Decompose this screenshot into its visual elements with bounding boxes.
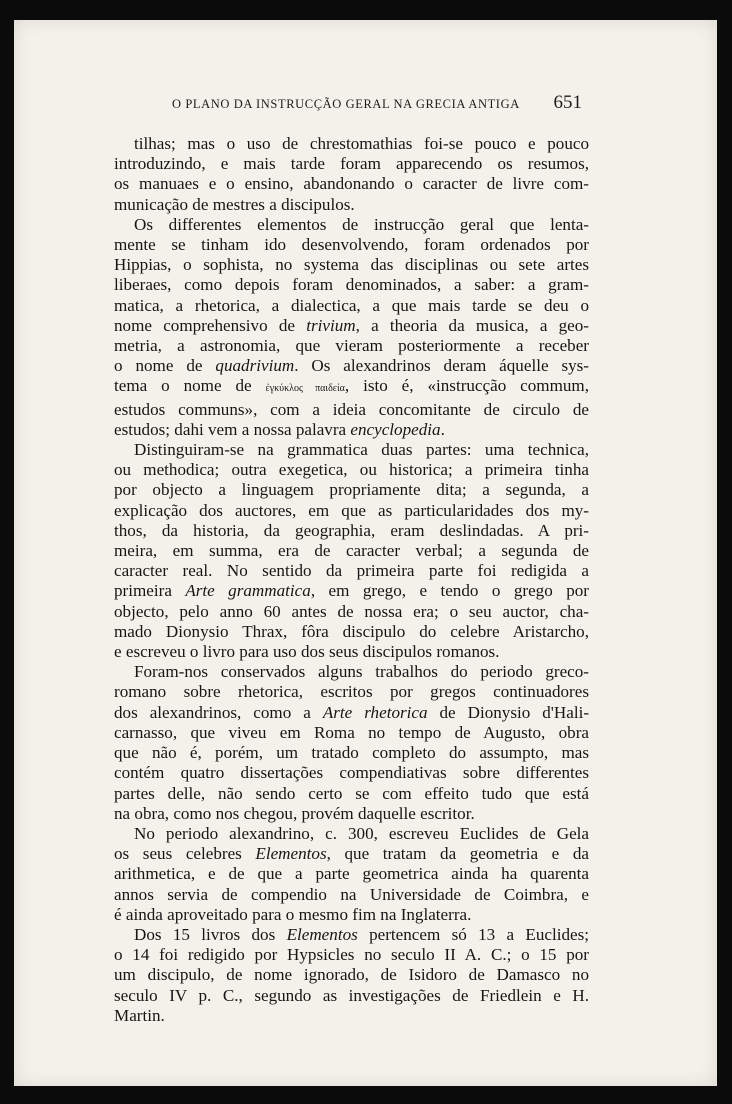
text-line: partes delle, não sendo certo se com effeito tudo que está: [114, 783, 589, 803]
text-line: caracter real. No sentido da primeira parte foi redigida a: [114, 561, 589, 581]
paragraph: [114, 925, 589, 1026]
text-line: romano sobre rhetorica, escritos por gregos continuadores: [114, 682, 589, 702]
paragraph: [114, 662, 589, 824]
text-line: estudos; dahi vem a nossa palavra encyclopedia.: [114, 419, 445, 439]
text-line: No periodo alexandrino, c. 300, escreveu Euclides de Gela: [134, 823, 589, 843]
text-line: estudos communs», com a ideia concomitante de circulo de: [114, 399, 589, 419]
paragraph: [114, 215, 589, 440]
text-line: liberaes, como depois foram denominados, a saber: a gram-: [114, 275, 589, 295]
paragraph: [114, 440, 589, 662]
text-line: meira, em summa, era de caracter verbal; a segunda de: [114, 541, 589, 561]
text-line: tilhas; mas o uso de chrestomathias foi-se pouco e pouco: [134, 134, 589, 153]
text-line: matica, a rhetorica, a dialectica, a que mais tarde se deu o: [114, 295, 589, 315]
text-line: um discipulo, de nome ignorado, de Isidoro de Damasco no: [114, 965, 589, 985]
text-line: nome comprehensivo de trivium, a theoria da musica, a geo-: [114, 315, 589, 335]
text-line: explicação dos auctores, em que as particularidades dos my-: [114, 500, 589, 520]
text-line: Foram-nos conservados alguns trabalhos do periodo greco-: [134, 662, 589, 682]
text-line: tema o nome de ἐγκύκλος παιδεία, isto é, «instrucção commum,: [114, 376, 589, 396]
text-line: os manuaes e o ensino, abandonando o caracter de livre com-: [114, 174, 589, 194]
text-line: seculo IV p. C., segundo as investigações de Friedlein e H.: [114, 985, 589, 1005]
body-text: [114, 134, 589, 1026]
text-line: contém quatro dissertações compendiativas sobre differentes: [114, 763, 589, 783]
text-line: o nome de quadrivium. Os alexandrinos deram áquelle sys-: [114, 356, 589, 376]
running-head: O PLANO DA INSTRUCÇÃO GERAL NA GRECIA ANTIGA: [172, 97, 520, 111]
text-line: arithmetica, e de que a parte geometrica ainda ha quarenta: [114, 864, 589, 884]
text-line: na obra, como nos chegou, provém daquelle escritor.: [114, 803, 475, 823]
text-line: o 14 foi redigido por Hypsicles no seculo II A. C.; o 15 por: [114, 945, 589, 965]
page-header: [172, 92, 582, 118]
text-line: Martin.: [114, 1005, 165, 1025]
text-line: thos, da historia, da geographia, eram deslindadas. A pri-: [114, 520, 589, 540]
text-line: mente se tinham ido desenvolvendo, foram ordenados por: [114, 235, 589, 255]
text-line: metria, a astronomia, que vieram posteriormente a receber: [114, 336, 589, 356]
text-line: objecto, pelo anno 60 antes de nossa era; o seu auctor, cha-: [114, 601, 589, 621]
text-line: Distinguiram-se na grammatica duas partes: uma technica,: [134, 440, 589, 460]
text-line: Os differentes elementos de instrucção geral que lenta-: [134, 214, 589, 234]
text-line: dos alexandrinos, como a Arte rhetorica de Dionysio d'Hali-: [114, 702, 590, 722]
text-line: carnasso, que viveu em Roma no tempo de Augusto, obra: [114, 722, 589, 742]
text-line: municação de mestres a discipulos.: [114, 194, 355, 214]
text-line: e escreveu o livro para uso dos seus discipulos romanos.: [114, 642, 500, 662]
text-line: por objecto a linguagem propriamente dita; a segunda, a: [114, 480, 589, 500]
text-line: primeira Arte grammatica, em grego, e tendo o grego por: [114, 581, 589, 601]
text-line: Dos 15 livros dos Elementos pertencem só 13 a Euclides;: [134, 924, 589, 944]
text-line: que não é, porém, um tratado completo do assumpto, mas: [114, 743, 589, 763]
text-line: ou methodica; outra exegetica, ou historica; a primeira tinha: [114, 460, 589, 480]
text-line: annos servia de compendio na Universidade de Coimbra, e: [114, 884, 589, 904]
text-line: os seus celebres Elementos, que tratam da geometria e da: [114, 844, 589, 864]
text-line: mado Dionysio Thrax, fôra discipulo do celebre Aristarcho,: [114, 621, 589, 641]
paragraph: [114, 824, 589, 925]
text-line: é ainda aproveitado para o mesmo fim na Inglaterra.: [114, 904, 472, 924]
text-line: Hippias, o sophista, no systema das disciplinas ou sete artes: [114, 255, 589, 275]
page-number: 651: [553, 92, 582, 113]
text-line: introduzindo, e mais tarde foram apparecendo os resumos,: [114, 154, 589, 174]
paragraph: [114, 134, 589, 215]
